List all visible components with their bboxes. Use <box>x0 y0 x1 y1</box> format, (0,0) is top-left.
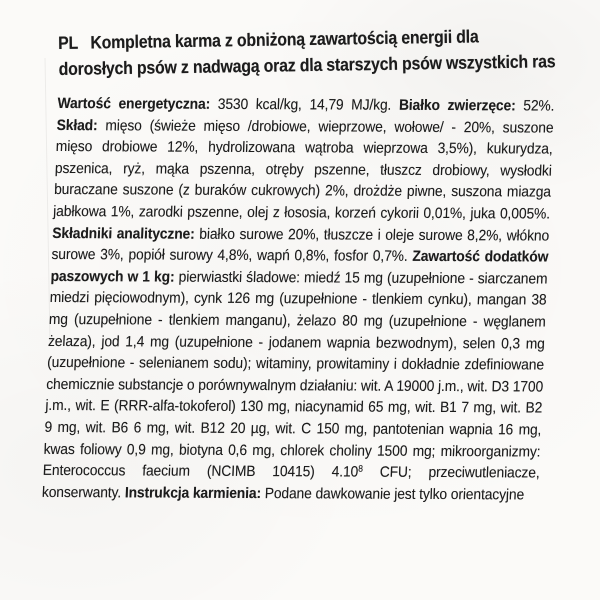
product-title: Kompletna karma z obniżoną zawartością energii dla dorosłych psów z nadwagą oraz dla starszych psów wszystkich ras <box>58 26 556 79</box>
superscript-exponent: 8 <box>358 463 364 474</box>
body-segment-bold: Białko zwierzęce: <box>398 96 516 115</box>
body-segment-bold: Składniki analityczne: <box>52 224 196 243</box>
body-segment: 52%. <box>515 97 555 115</box>
body-segment-bold: Skład: <box>56 116 98 134</box>
body-segment: pierwiastki śladowe: miedź 15 mg (uzupełnione - siarczanem miedzi pięciowodnym), cynk 126 mg (uzupełnione - tlenkiem cynku), mangan 38 mg (uzupełnione - tlenkiem manganu), żelazo 80 mg (uzupełnione - węglanem żelaza), jod 1,4 mg (uzupełnione - jodanem wapnia bezwodnym), selen 0,3 mg (uzupełnione - selenianem sodu); witaminy, prowitaminy i dokładnie zdefiniowane chemicznie substancje o porównywalnym działaniu: wit. A 19000 j.m., wit. D3 1700 j.m., wit. E (RRR-alfa-tokoferol) 130 mg, niacynamid 65 mg, wit. B1 7 mg, wit. B2 9 mg, wit. B6 6 mg, wit. B12 20 µg, wit. C 150 mg, pantotenian wapnia 16 mg, kwas foliowy 0,9 mg, biotyna 0,6 mg, chlorek choliny 1500 mg; mikroorganizmy: Enterococcus faecium (NCIMB 10415) 4.10 <box>42 268 548 481</box>
body-segment: Podane dawkowanie jest tylko orientacyjne <box>260 484 525 504</box>
body-segment: mięso (świeże mięso /drobiowe, wieprzowe, wołowe/ - 20%, suszone mięso drobiowe 12%, hydrolizowana wątroba wieprzowa 3,5%), kukurydza, pszenica, ryż, mąka pszenna, otręby pszenne, tłuszcz drobiowy, wysłodki buraczane suszone (z buraków cukrowych) 2%, drożdże piwne, suszona miazga jabłkowa 1%, zarodki pszenne, olej z łososia, korzeń cykorii 0,01%, juka 0,005%. <box>52 116 554 223</box>
body-segment: białko surowe 20%, tłuszcze i oleje surowe 8,2%, włókno surowe 3%, popiół surowy 4,8%, wapń 0,8%, fosfor 0,7%. <box>51 225 550 266</box>
body-segment: 3530 kcal/kg, 14,79 MJ/kg. <box>209 95 400 114</box>
language-code-label: PL <box>58 32 79 53</box>
product-title-block <box>58 22 556 82</box>
body-segment-bold: Instrukcja karmienia: <box>124 484 262 502</box>
ingredients-paragraph <box>42 93 555 506</box>
label-sheet <box>41 26 598 504</box>
body-segment-bold: Wartość energetyczna: <box>57 94 211 113</box>
body-segment-bold: Zawartość dodatków paszowych w 1 kg: <box>50 248 549 286</box>
body-segment: CFU; przeciwutleniacze, konserwanty. <box>41 463 540 502</box>
